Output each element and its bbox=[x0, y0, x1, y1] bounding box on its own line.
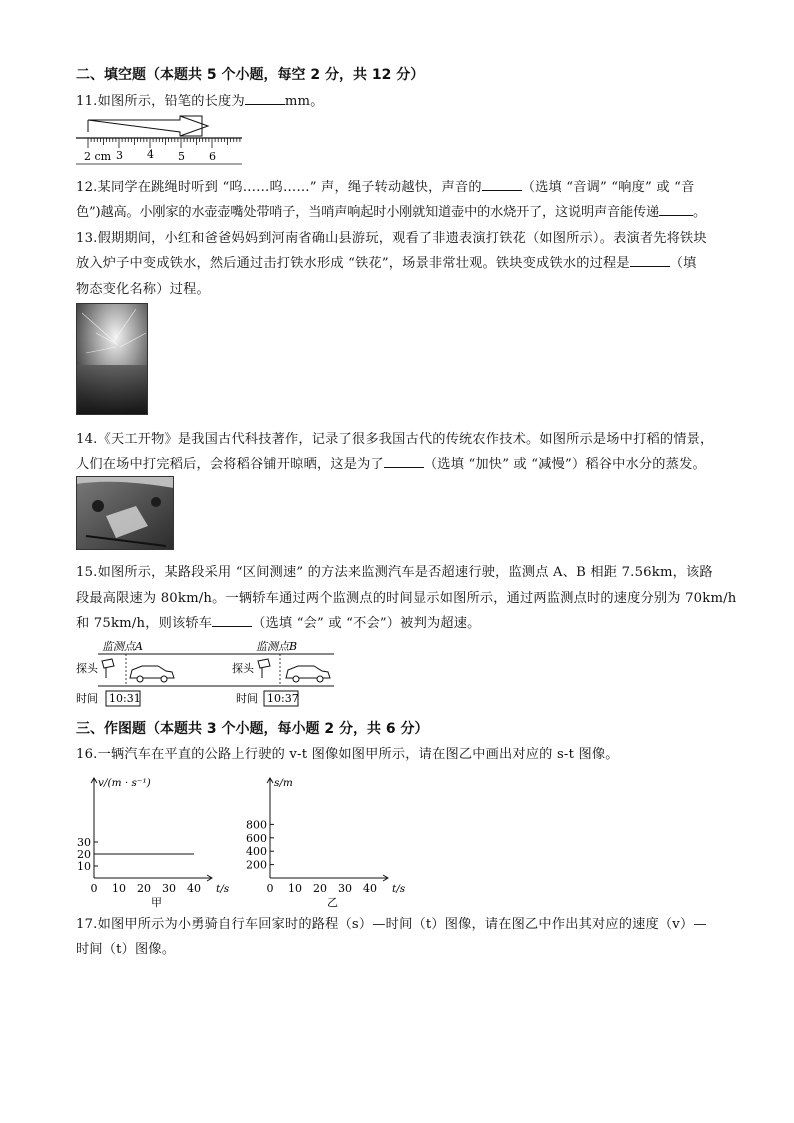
time-b-label: 时间 bbox=[236, 692, 258, 705]
y-tick-label: 400 bbox=[246, 845, 267, 859]
question-17-line-2: 时间（t）图像。 bbox=[76, 942, 176, 957]
q12-text: 。 bbox=[692, 205, 706, 220]
q11-unit: mm。 bbox=[284, 94, 324, 109]
q13-text: 放入炉子中变成铁水，然后通过击打铁水形成 “铁花”，场景非常壮观。铁块变成铁水的过程是 bbox=[76, 256, 630, 271]
x-tick-label: 40 bbox=[187, 882, 201, 895]
x-axis-label: t/s bbox=[216, 883, 230, 895]
threshing-rice-photo bbox=[76, 476, 174, 550]
monitor-point-b-label: 监测点B bbox=[256, 640, 298, 653]
q15-text: 和 75km/h，则该轿车 bbox=[76, 616, 213, 631]
x-axis-label: t/s bbox=[392, 883, 406, 895]
question-14-line-1: 14.《天工开物》是我国古代科技著作，记录了很多我国古代的传统农作技术。如图所示是场中打稻的情景， bbox=[76, 432, 714, 447]
question-15-line-2: 段最高限速为 80km/h。一辆轿车通过两个监测点的时间显示如图所示，通过两监测点时的速度分别为 70km/h bbox=[76, 591, 737, 606]
camera-b-icon bbox=[258, 659, 270, 678]
monitor-point-a-label: 监测点A bbox=[102, 640, 143, 653]
x-tick-label: 20 bbox=[313, 882, 327, 895]
answer-blank[interactable] bbox=[482, 178, 522, 191]
chart-caption: 乙 bbox=[327, 896, 338, 909]
answer-blank[interactable] bbox=[245, 92, 285, 105]
ruler-label: 3 bbox=[116, 149, 123, 162]
probe-b-label: 探头 bbox=[232, 662, 254, 675]
y-tick-label: 600 bbox=[246, 831, 267, 845]
question-13-line-2 bbox=[76, 252, 697, 271]
vt-chart-jia bbox=[70, 768, 230, 909]
y-tick-label: 200 bbox=[246, 858, 267, 872]
q12-text: 12.某同学在跳绳时听到 “呜……呜……” 声，绳子转动越快，声音的 bbox=[76, 180, 482, 195]
car-b-icon bbox=[286, 666, 330, 682]
ruler-label: 6 bbox=[209, 150, 216, 163]
section-title-fill-in: 二、填空题（本题共 5 个小题，每空 2 分，共 12 分） bbox=[76, 67, 425, 83]
ruler-label: 2 cm bbox=[84, 150, 112, 163]
q11-text: 11.如图所示，铅笔的长度为 bbox=[76, 94, 245, 109]
section-title-drawing: 三、作图题（本题共 3 个小题，每小题 2 分，共 6 分） bbox=[76, 721, 429, 737]
question-13-line-3: 物态变化名称）过程。 bbox=[76, 282, 210, 297]
q15-text: （选填 “会” 或 “不会”）被判为超速。 bbox=[252, 616, 481, 631]
ruler-label: 5 bbox=[178, 150, 185, 163]
question-12-line-1 bbox=[76, 176, 694, 195]
x-tick-label: 40 bbox=[363, 882, 377, 895]
ruler-pencil-figure bbox=[74, 112, 244, 168]
question-15-line-3 bbox=[76, 612, 481, 631]
pencil-tip bbox=[180, 116, 208, 136]
time-a-value: 10:31 bbox=[109, 692, 141, 705]
x-tick-label: 10 bbox=[288, 882, 302, 895]
iron-flower-photo bbox=[76, 303, 148, 415]
y-tick-label: 30 bbox=[77, 836, 91, 849]
probe-a-label: 探头 bbox=[76, 662, 98, 675]
answer-blank[interactable] bbox=[384, 455, 424, 468]
question-17-line-1: 17.如图甲所示为小勇骑自行车回家时的路程（s）—时间（t）图像，请在图乙中作出其对应的速度（v）— bbox=[76, 917, 707, 932]
car-a-icon bbox=[130, 666, 174, 682]
x-tick-label: 20 bbox=[137, 882, 151, 895]
x-tick-label: 30 bbox=[162, 882, 176, 895]
answer-blank[interactable] bbox=[630, 254, 670, 267]
y-tick-label: 20 bbox=[77, 848, 91, 861]
q12-text: 色”)越高。小刚家的水壶壶嘴处带哨子，当哨声响起时小刚就知道壶中的水烧开了，这说明声音能传递 bbox=[76, 205, 659, 220]
y-tick-label: 800 bbox=[246, 818, 267, 832]
chart-caption: 甲 bbox=[151, 896, 162, 909]
x-tick-label: 0 bbox=[90, 882, 98, 895]
ruler-label: 4 bbox=[147, 148, 154, 161]
speed-monitoring-figure bbox=[76, 636, 338, 710]
question-11 bbox=[76, 90, 324, 109]
st-chart-yi bbox=[232, 768, 406, 909]
question-15-line-1: 15.如图所示，某路段采用 “区间测速” 的方法来监测汽车是否超速行驶，监测点 A、B 相距 7.56km，该路 bbox=[76, 565, 713, 580]
question-13-line-1: 13.假期期间，小红和爸爸妈妈到河南省确山县游玩，观看了非遗表演打铁花（如图所示）。表演者先将铁块 bbox=[76, 231, 707, 246]
answer-blank[interactable] bbox=[212, 614, 252, 627]
y-axis-label: s/m bbox=[274, 777, 293, 789]
q14-text: 人们在场中打完稻后，会将稻谷铺开晾晒，这是为了 bbox=[76, 457, 384, 472]
question-14-line-2 bbox=[76, 453, 706, 472]
q14-text: （选填 “加快” 或 “减慢”）稻谷中水分的蒸发。 bbox=[423, 457, 706, 472]
time-a-label: 时间 bbox=[76, 692, 98, 705]
x-tick-label: 30 bbox=[338, 882, 352, 895]
answer-blank[interactable] bbox=[659, 203, 693, 216]
ruler-ticks bbox=[88, 138, 240, 148]
y-axis-label: v/(m · s⁻¹) bbox=[98, 777, 151, 789]
q12-text: （选填 “音调” “响度” 或 “音 bbox=[521, 180, 695, 195]
camera-a-icon bbox=[102, 659, 114, 678]
x-tick-label: 10 bbox=[112, 882, 126, 895]
question-12-line-2 bbox=[76, 201, 706, 220]
pencil-body bbox=[88, 116, 202, 136]
y-tick-label: 10 bbox=[77, 860, 91, 873]
time-b-value: 10:37 bbox=[267, 692, 299, 705]
question-16: 16.一辆汽车在平直的公路上行驶的 v-t 图像如图甲所示，请在图乙中画出对应的 s-t 图像。 bbox=[76, 747, 619, 762]
x-tick-label: 0 bbox=[266, 882, 274, 895]
q13-text: （填 bbox=[669, 256, 697, 271]
